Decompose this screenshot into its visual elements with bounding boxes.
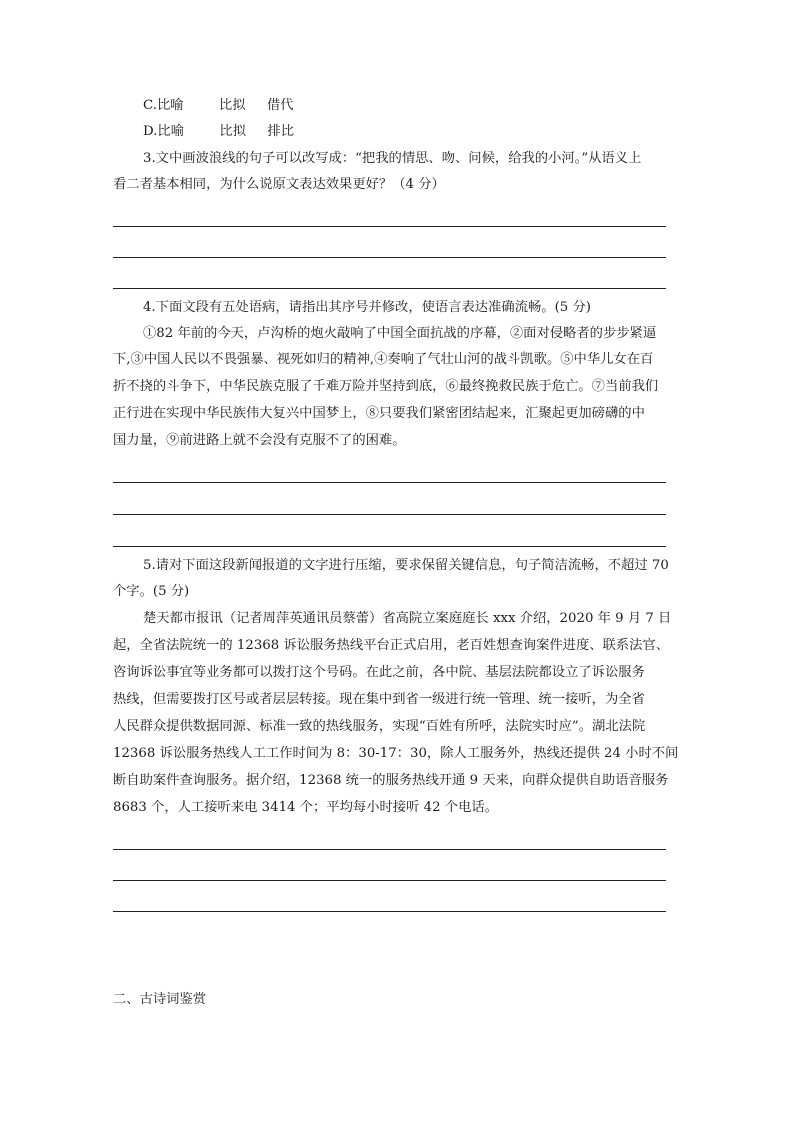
answer-line <box>113 911 666 912</box>
news-passage-line: 8683 个，人工接听来电 3414 个；平均每小时接听 42 个电话。 <box>113 800 498 815</box>
option-c-word-1: 比喻 <box>156 98 184 113</box>
question-5-prompt-line-1: 5.请对下面这段新闻报道的文字进行压缩，要求保留关键信息，句子简洁流畅，不超过 70 <box>143 558 669 573</box>
answer-line <box>113 288 666 289</box>
answer-line <box>113 226 666 227</box>
answer-line <box>113 849 666 850</box>
option-d-letter: D. <box>143 124 158 139</box>
news-passage-line: 咨询诉讼事宜等业务都可以拨打这个号码。在此之前，各中院、基层法院都设立了诉讼服务 <box>113 665 645 680</box>
section-heading: 二、古诗词鉴赏 <box>113 992 207 1007</box>
question-4-passage-line: 折不挠的斗争下，中华民族克服了千难万险并坚持到底，⑥最终挽救民族于危亡。⑦当前我们 <box>113 379 659 394</box>
option-d-word-3: 排比 <box>267 124 295 139</box>
news-passage-line: 热线，但需要拨打区号或者层层转接。现在集中到省一级进行统一管理、统一接听，为全省 <box>113 692 645 707</box>
question-3-line-1: 3.文中画波浪线的句子可以改写成：“把我的情思、吻、问候，给我的小河。”从语义上 <box>143 151 642 166</box>
answer-line <box>113 546 666 547</box>
question-5-prompt-line-2: 个字。(5 分) <box>113 584 190 599</box>
question-4-prompt: 4.下面文段有五处语病，请指出其序号并修改，使语言表达准确流畅。(5 分) <box>143 300 591 315</box>
option-d <box>143 122 681 142</box>
answer-line <box>113 880 666 881</box>
answer-line <box>113 257 666 258</box>
news-passage-line: 起，全省法院统一的 12368 诉讼服务热线平台正式启用，老百姓想查询案件进度、联系法官、 <box>113 638 670 653</box>
question-4-passage-line: ①82 年前的今天，卢沟桥的炮火敲响了中国全面抗战的序幕，②面对侵略者的步步紧逼 <box>143 326 657 341</box>
news-passage-line: 断自助案件查询服务。据介绍，12368 统一的服务热线开通 9 天来，向群众提供自助语音服务 <box>113 773 669 788</box>
option-c-letter: C. <box>143 98 157 113</box>
option-c-word-2: 比拟 <box>218 98 246 113</box>
question-4-passage-line: 正行进在实现中华民族伟大复兴中国梦上，⑧只要我们紧密团结起来，汇聚起更加磅礴的中 <box>113 406 645 421</box>
question-3-line-2: 看二者基本相同，为什么说原文表达效果更好？（4 分） <box>113 177 445 192</box>
news-passage-line: 人民群众提供数据同源、标准一致的热线服务，实现“百姓有所呼，法院实时应”。湖北法院 <box>113 719 646 734</box>
news-passage-line: 12368 诉讼服务热线人工工作时间为 8：30-17：30，除人工服务外，热线还提供 24 小时不间 <box>113 746 679 761</box>
option-d-word-1: 比喻 <box>157 124 185 139</box>
option-c <box>143 96 681 116</box>
option-d-word-2: 比拟 <box>219 124 247 139</box>
option-c-word-3: 借代 <box>266 98 294 113</box>
answer-line <box>113 482 666 483</box>
answer-line <box>113 514 666 515</box>
news-passage-line: 楚天都市报讯（记者周萍英通讯员蔡蕾）省高院立案庭庭长 xxx 介绍，2020 年 9 月 7 日 <box>143 611 672 626</box>
question-4-passage-line: 下,③中国人民以不畏强暴、视死如归的精神,④奏响了气壮山河的战斗凯歌。⑤中华儿女在百 <box>113 352 654 367</box>
question-4-passage-line: 国力量，⑨前进路上就不会没有克服不了的困难。 <box>113 433 406 448</box>
